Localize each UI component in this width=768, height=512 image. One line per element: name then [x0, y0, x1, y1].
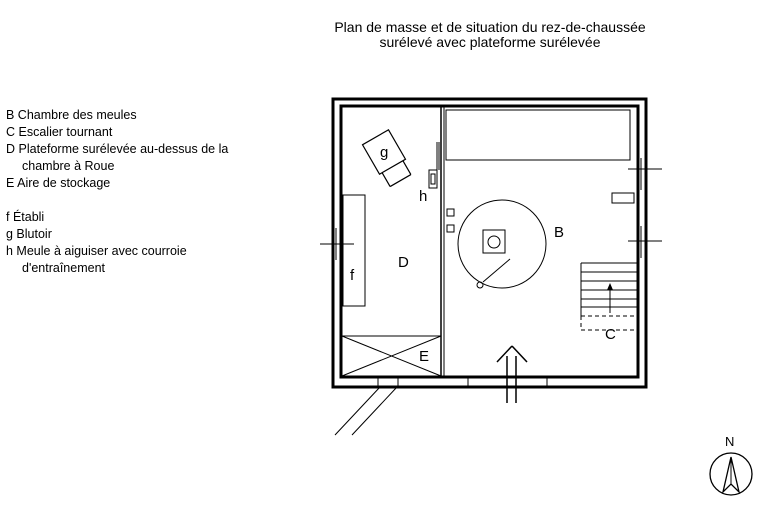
- water-channel: [335, 387, 380, 435]
- legend-item: h Meule à aiguiser avec courroie: [6, 244, 187, 258]
- label-c: C: [605, 326, 616, 343]
- millstone-hopper: [483, 230, 505, 253]
- stair-direction-arrow: [607, 283, 613, 290]
- legend-item: E Aire de stockage: [6, 176, 111, 190]
- legend-item: g Blutoir: [6, 227, 52, 241]
- north-arrow-icon: [710, 453, 752, 495]
- storage-bin: [446, 110, 630, 160]
- label-f: f: [350, 267, 355, 284]
- legend-item: f Établi: [6, 210, 45, 224]
- post: [447, 209, 454, 216]
- legend-item: B Chambre des meules: [6, 108, 137, 122]
- label-h: h: [419, 188, 428, 205]
- staircase: [581, 263, 637, 330]
- title-line-2: surélevé avec plateforme surélevée: [379, 34, 601, 50]
- title-line-1: Plan de masse et de situation du rez-de-chaussée: [334, 19, 646, 35]
- legend-item: C Escalier tournant: [6, 125, 113, 139]
- workbench: [343, 195, 365, 306]
- label-b: B: [554, 224, 565, 241]
- outer-wall: [333, 99, 646, 387]
- legend-item: chambre à Roue: [22, 159, 115, 173]
- water-channel: [352, 387, 397, 435]
- millstone: [458, 200, 546, 288]
- sharpening-wheel: [429, 170, 437, 188]
- millstone-eye: [488, 236, 500, 248]
- entrance-arrow: [497, 346, 527, 403]
- sharpening-wheel-stone: [431, 174, 435, 184]
- label-g: g: [380, 144, 389, 161]
- north-label: N: [725, 434, 735, 449]
- post: [447, 225, 454, 232]
- lever-knob: [477, 282, 483, 288]
- legend-item: D Plateforme surélevée au-dessus de la: [6, 142, 229, 156]
- small-cabinet: [612, 193, 634, 203]
- label-d: D: [398, 254, 409, 271]
- label-e: E: [419, 348, 430, 365]
- legend-item: d'entraînement: [22, 261, 105, 275]
- millstone-lever: [483, 259, 510, 282]
